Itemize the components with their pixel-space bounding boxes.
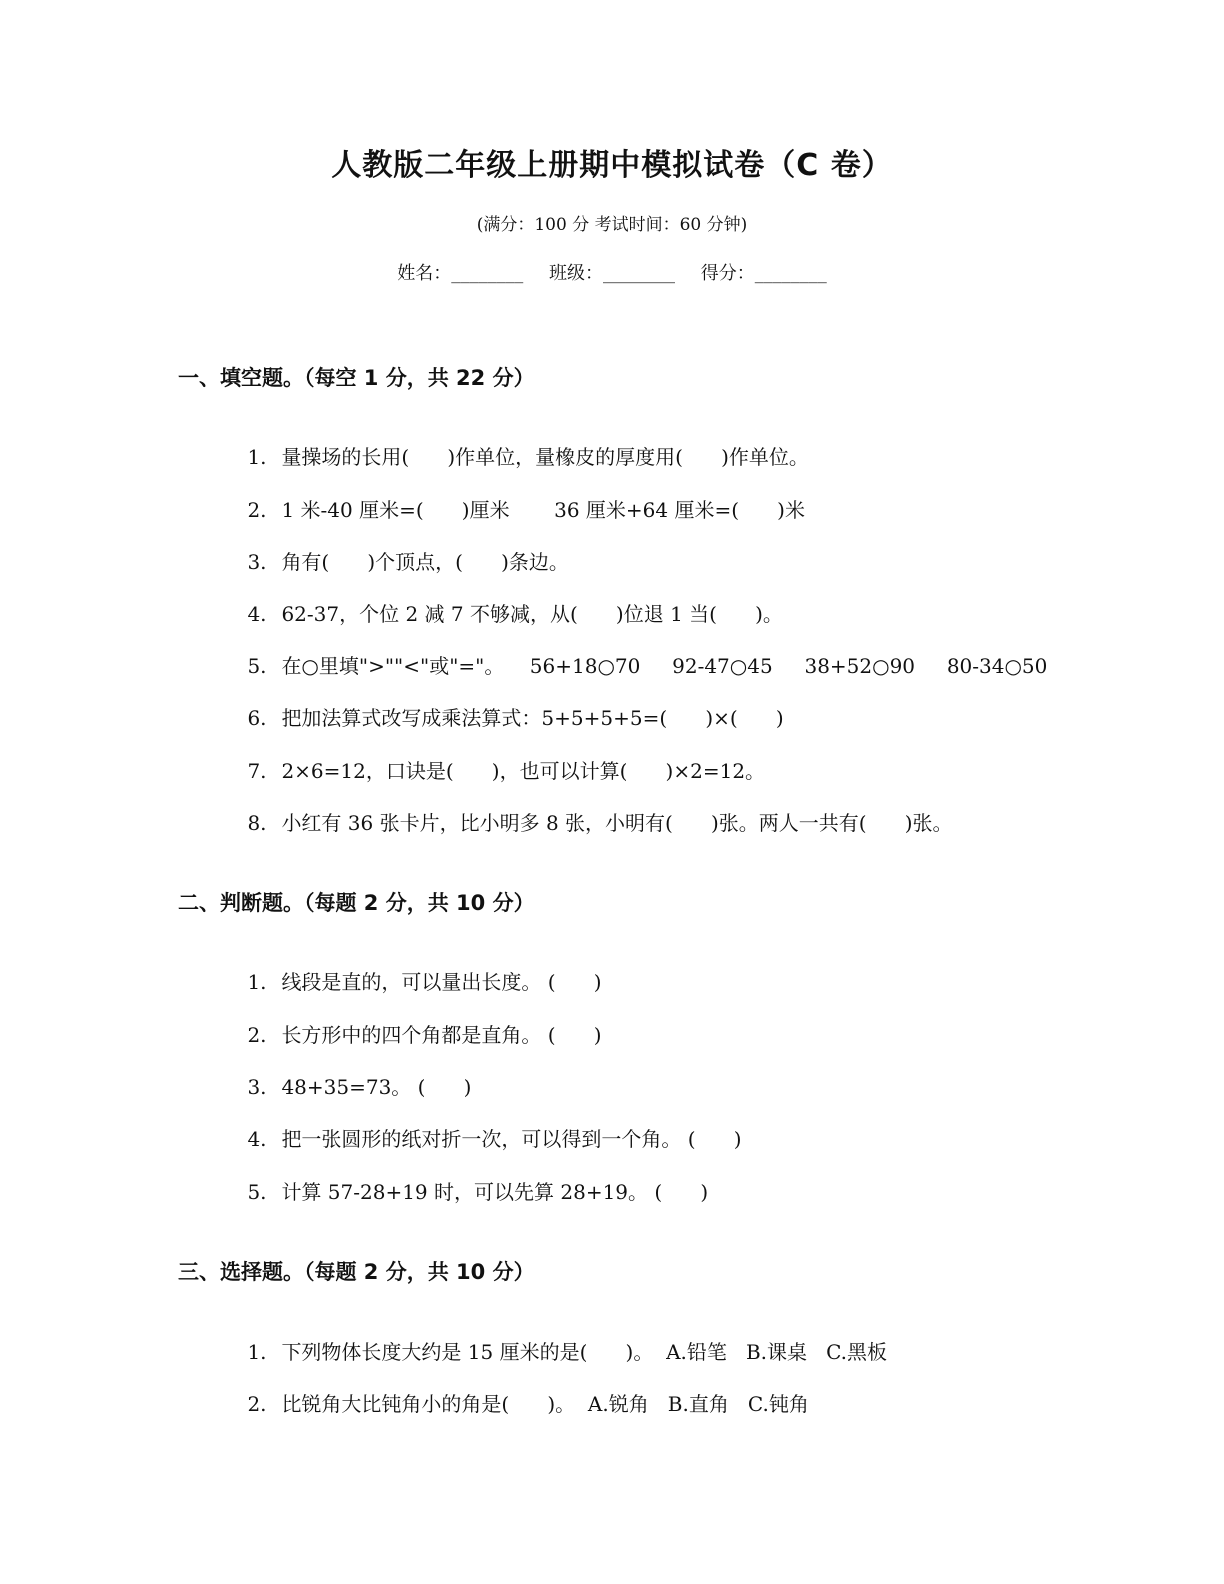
section-multiple-choice-title: 三、选择题。（每题 2 分，共 10 分） xyxy=(178,1260,535,1284)
question-item xyxy=(222,1152,708,1229)
section-fill-in-title: 一、填空题。（每空 1 分，共 22 分） xyxy=(178,366,535,390)
question-number: 3. xyxy=(247,550,267,574)
question-number: 6. xyxy=(247,706,267,730)
class-field: 班级：________ xyxy=(549,263,675,284)
name-field: 姓名：________ xyxy=(397,263,524,284)
question-text: 在○里填">""<"或"="。 56+18○70 92-47○45 38+52○90 80-34○50 xyxy=(281,654,1048,678)
question-text: 量操场的长用( )作单位，量橡皮的厚度用( )作单位。 xyxy=(281,445,809,469)
question-number: 1. xyxy=(247,970,267,994)
question-text: 线段是直的，可以量出长度。 ( ) xyxy=(281,970,602,994)
question-number: 4. xyxy=(247,602,267,626)
exam-subtitle: (满分：100 分 考试时间：60 分钟) xyxy=(476,215,748,235)
question-text: 小红有 36 张卡片，比小明多 8 张，小明有( )张。两人一共有( )张。 xyxy=(281,811,953,835)
question-text: 1 米-40 厘米=( )厘米 36 厘米+64 厘米=( )米 xyxy=(281,498,805,522)
question-number: 1. xyxy=(247,445,267,469)
question-number: 5. xyxy=(247,1180,267,1204)
question-item xyxy=(222,1364,809,1441)
question-text: 下列物体长度大约是 15 厘米的是( )。 A.铅笔 B.课桌 C.黑板 xyxy=(281,1340,888,1364)
question-text: 角有( )个顶点，( )条边。 xyxy=(281,550,569,574)
question-text: 比锐角大比钝角小的角是( )。 A.锐角 B.直角 C.钝角 xyxy=(281,1392,809,1416)
question-text: 62-37，个位 2 减 7 不够减，从( )位退 1 当( )。 xyxy=(281,602,783,626)
page-title: 人教版二年级上册期中模拟试卷（C 卷） xyxy=(331,148,893,183)
question-number: 5. xyxy=(247,654,267,678)
score-field: 得分：________ xyxy=(700,263,827,284)
question-text: 48+35=73。 ( ) xyxy=(281,1075,472,1099)
question-item xyxy=(222,783,953,860)
question-text: 把一张圆形的纸对折一次，可以得到一个角。 ( ) xyxy=(281,1127,742,1151)
question-text: 长方形中的四个角都是直角。 ( ) xyxy=(281,1023,602,1047)
question-number: 1. xyxy=(247,1340,267,1364)
question-number: 4. xyxy=(247,1127,267,1151)
question-number: 3. xyxy=(247,1075,267,1099)
question-text: 把加法算式改写成乘法算式：5+5+5+5=( )×( ) xyxy=(281,706,784,730)
question-text: 2×6=12，口诀是( )，也可以计算( )×2=12。 xyxy=(281,759,766,783)
question-number: 2. xyxy=(247,498,267,522)
question-number: 7. xyxy=(247,759,267,783)
question-number: 2. xyxy=(247,1392,267,1416)
question-number: 8. xyxy=(247,811,267,835)
question-text: 计算 57-28+19 时，可以先算 28+19。 ( ) xyxy=(281,1180,709,1204)
section-true-false-title: 二、判断题。（每题 2 分，共 10 分） xyxy=(178,891,535,915)
question-number: 2. xyxy=(247,1023,267,1047)
student-info xyxy=(0,259,1224,285)
